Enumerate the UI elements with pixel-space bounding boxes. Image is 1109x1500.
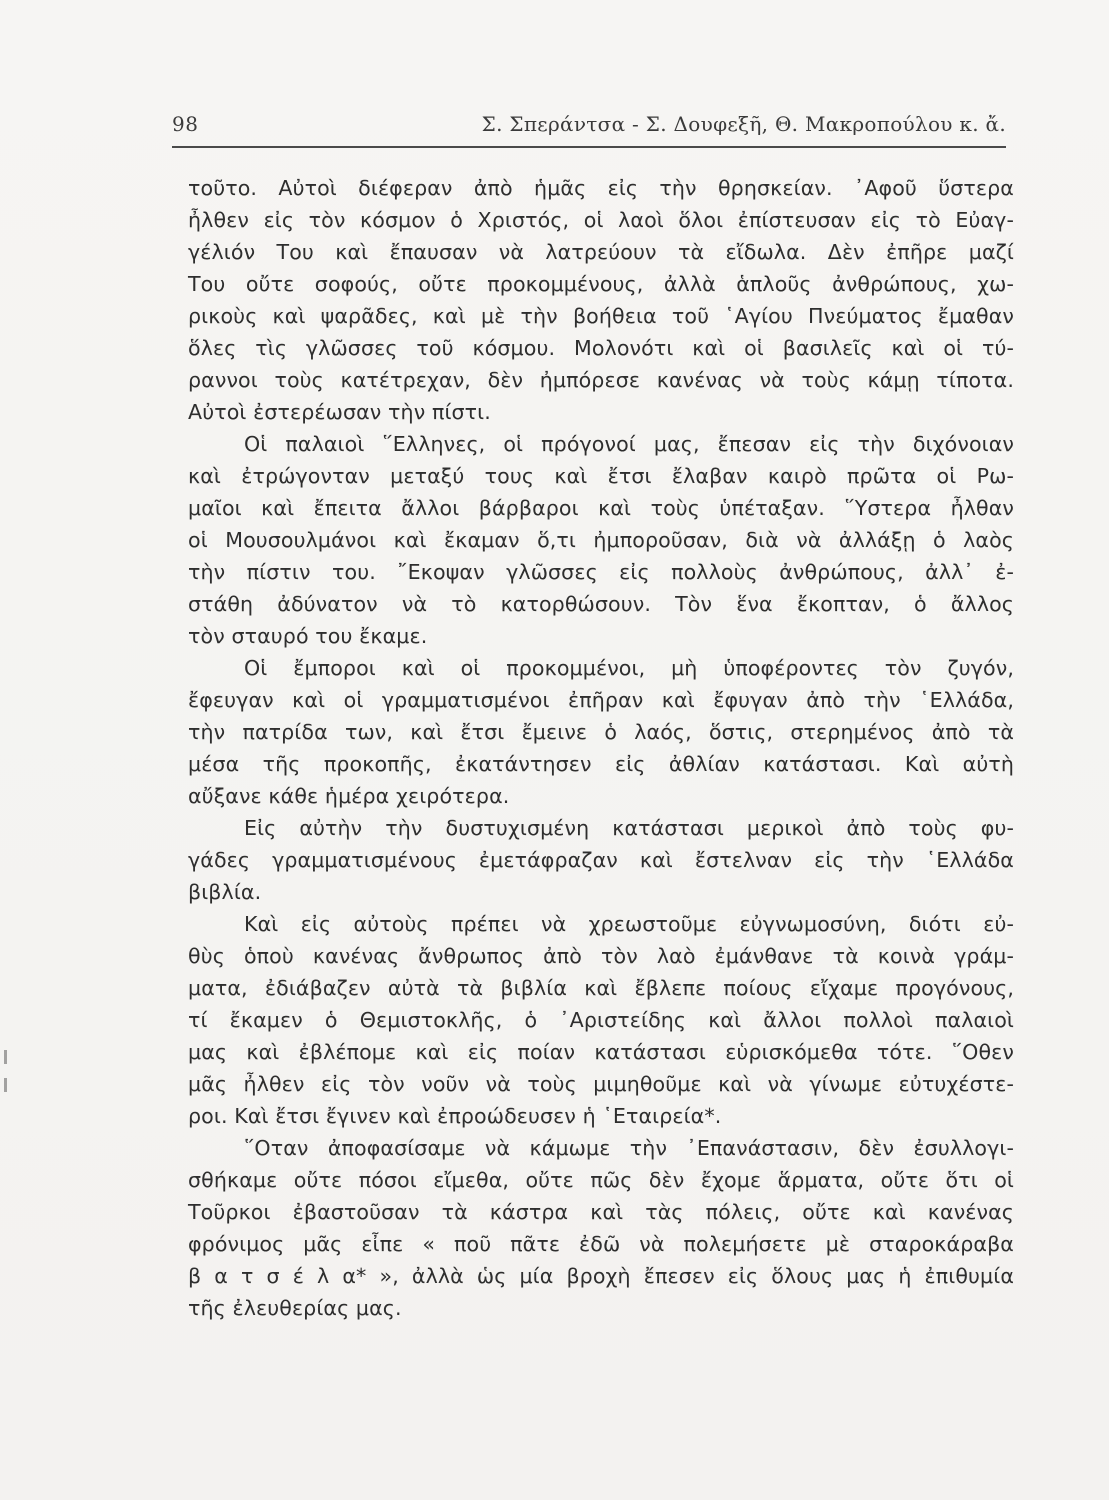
text-line: ῞Οταν ἀποφασίσαμε νὰ κάμωμε τὴν ᾿Επανάστασιν, δὲν ἐσυλλογι- (244, 1136, 1014, 1160)
text-line: ροι. Καὶ ἔτσι ἔγινεν καὶ ἐπροώδευσεν ἡ ῾Εταιρεία*. (188, 1104, 722, 1128)
text-line: μας καὶ ἐβλέπομε καὶ εἰς ποίαν κατάστασι εὑρισκόμεθα τότε. ῞Οθεν (188, 1040, 1014, 1064)
header-rule (172, 146, 1006, 148)
text-line: Αὐτοὶ ἐστερέωσαν τὴν πίστι. (188, 400, 491, 424)
text-line: ὅλες τὶς γλῶσσες τοῦ κόσμου. Μολονότι καὶ οἱ βασιλεῖς καὶ οἱ τύ- (188, 336, 1014, 360)
page-header (172, 110, 1006, 144)
text-line: οἱ Μουσουλμάνοι καὶ ἔκαμαν ὅ,τι ἠμποροῦσαν, διὰ νὰ ἀλλάξῃ ὁ λαὸς (188, 528, 1014, 552)
text-line: ματα, ἐδιάβαζεν αὐτὰ τὰ βιβλία καὶ ἔβλεπε ποίους εἴχαμε προγόνους, (188, 976, 1014, 1000)
text-line: Εἰς αὐτὴν τὴν δυστυχισμένη κατάστασι μερικοὶ ἀπὸ τοὺς φυ- (244, 816, 1014, 840)
text-line: μέσα τῆς προκοπῆς, ἐκατάντησεν εἰς ἀθλίαν κατάστασι. Καὶ αὐτὴ (188, 752, 1014, 776)
text-line: τῆς ἐλευθερίας μας. (188, 1296, 402, 1320)
text-line: ἦλθεν εἰς τὸν κόσμον ὁ Χριστός, οἱ λαοὶ ὅλοι ἐπίστευσαν εἰς τὸ Εὐαγ- (188, 208, 1014, 232)
text-line: στάθη ἀδύνατον νὰ τὸ κατορθώσουν. Τὸν ἕνα ἔκοπταν, ὁ ἄλλος (188, 592, 1014, 616)
text-line: μαῖοι καὶ ἔπειτα ἄλλοι βάρβαροι καὶ τοὺς ὑπέταξαν. ῞Υστερα ἦλθαν (188, 496, 1014, 520)
text-line: βιβλία. (188, 880, 262, 904)
text-line: ραννοι τοὺς κατέτρεχαν, δὲν ἠμπόρεσε κανένας νὰ τοὺς κάμῃ τίποτα. (188, 368, 1014, 392)
text-line: τί ἔκαμεν ὁ Θεμιστοκλῆς, ὁ ᾿Αριστείδης καὶ ἄλλοι πολλοὶ παλαιοὶ (188, 1008, 1014, 1032)
text-line: μᾶς ἦλθεν εἰς τὸν νοῦν νὰ τοὺς μιμηθοῦμε καὶ νὰ γίνωμε εὐτυχέστε- (188, 1072, 1014, 1096)
text-line: ἔφευγαν καὶ οἱ γραμματισμένοι ἐπῆραν καὶ ἔφυγαν ἀπὸ τὴν ῾Ελλάδα, (188, 688, 1014, 712)
text-line: φρόνιμος μᾶς εἶπε « ποῦ πᾶτε ἐδῶ νὰ πολεμήσετε μὲ σταροκάραβα (188, 1232, 1014, 1256)
text-line: Του οὔτε σοφούς, οὔτε προκομμένους, ἀλλὰ ἁπλοῦς ἀνθρώπους, χω- (188, 272, 1014, 296)
text-line: τὴν πίστιν του. ῎Εκοψαν γλῶσσες εἰς πολλοὺς ἀνθρώπους, ἀλλ᾿ ἐ- (188, 560, 1014, 584)
body-text (188, 172, 1014, 1324)
running-head: Σ. Σπεράντσα - Σ. Δουφεξῆ, Θ. Μακροπούλου κ. ἄ. (481, 112, 1006, 136)
page-number: 98 (172, 112, 199, 136)
text-line: τοῦτο. Αὐτοὶ διέφεραν ἀπὸ ἡμᾶς εἰς τὴν θρησκείαν. ᾿Αφοῦ ὕστερα (188, 176, 1014, 200)
text-line: γέλιόν Του καὶ ἔπαυσαν νὰ λατρεύουν τὰ εἴδωλα. Δὲν ἐπῆρε μαζί (188, 240, 1014, 264)
text-line: β α τ σ έ λ α* », ἀλλὰ ὡς μία βροχὴ ἔπεσεν εἰς ὅλους μας ἡ ἐπιθυμία (188, 1264, 1014, 1288)
text-line: αὔξανε κάθε ἡμέρα χειρότερα. (188, 784, 510, 808)
text-line: καὶ ἐτρώγονταν μεταξύ τους καὶ ἔτσι ἔλαβαν καιρὸ πρῶτα οἱ Ρω- (188, 464, 1014, 488)
text-line: θὺς ὁποὺ κανένας ἄνθρωπος ἀπὸ τὸν λαὸ ἐμάνθανε τὰ κοινὰ γράμ- (188, 944, 1014, 968)
text-line: ρικοὺς καὶ ψαρᾶδες, καὶ μὲ τὴν βοήθεια τοῦ ῾Αγίου Πνεύματος ἔμαθαν (188, 304, 1014, 328)
text-line: Οἱ ἔμποροι καὶ οἱ προκομμένοι, μὴ ὑποφέροντες τὸν ζυγόν, (244, 656, 1014, 680)
text-line: Οἱ παλαιοὶ ῞Ελληνες, οἱ πρόγονοί μας, ἔπεσαν εἰς τὴν διχόνοιαν (244, 432, 1014, 456)
text-line: τὴν πατρίδα των, καὶ ἔτσι ἔμεινε ὁ λαός, ὅστις, στερημένος ἀπὸ τὰ (188, 720, 1014, 744)
text-line: σθήκαμε οὔτε πόσοι εἴμεθα, οὔτε πῶς δὲν ἔχομε ἅρματα, οὔτε ὅτι οἱ (188, 1168, 1014, 1192)
text-line: Τοῦρκοι ἐβαστοῦσαν τὰ κάστρα καὶ τὰς πόλεις, οὔτε καὶ κανένας (188, 1200, 1014, 1224)
text-line: τὸν σταυρό του ἔκαμε. (188, 624, 428, 648)
binding-mark (4, 1050, 7, 1064)
text-line: Καὶ εἰς αὐτοὺς πρέπει νὰ χρεωστοῦμε εὐγνωμοσύνη, διότι εὐ- (244, 912, 1014, 936)
binding-mark (4, 1078, 7, 1092)
text-line: γάδες γραμματισμένους ἐμετάφραζαν καὶ ἔστελναν εἰς τὴν ῾Ελλάδα (188, 848, 1014, 872)
